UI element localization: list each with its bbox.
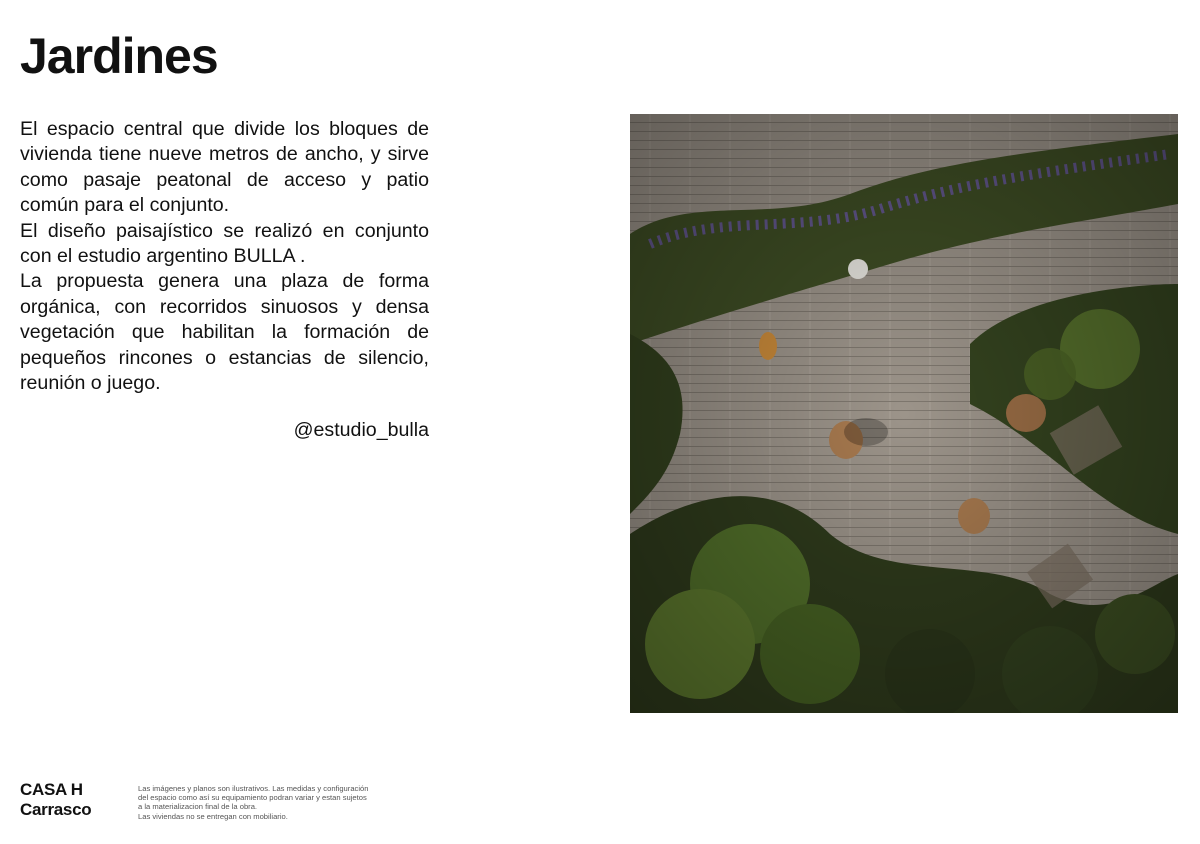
instagram-handle: @estudio_bulla bbox=[293, 419, 429, 441]
paragraph-1: El espacio central que divide los bloques de vivienda tiene nueve metros de ancho, y sirve como pasaje peatonal de acceso y patio común para el conjunto. bbox=[20, 118, 429, 217]
garden-aerial-photo-icon bbox=[630, 114, 1178, 713]
disclaimer-line-4: Las viviendas no se entregan con mobiliario. bbox=[138, 811, 288, 821]
disclaimer-text bbox=[138, 784, 428, 821]
garden-aerial-photo bbox=[630, 114, 1178, 713]
brand-line-2: Carrasco bbox=[20, 800, 92, 819]
disclaimer-line-3: a la materializacion final de la obra. bbox=[138, 802, 258, 812]
brand-logo bbox=[20, 780, 91, 820]
description-text bbox=[20, 117, 429, 396]
page-title: Jardines bbox=[20, 28, 218, 84]
brand-line-1: CASA H bbox=[20, 780, 83, 799]
paragraph-3: La propuesta genera una plaza de forma orgánica, con recorridos sinuosos y densa vegetación que habilitan la formación de pequeños rincones o estancias de silencio, reunión o juego. bbox=[20, 270, 429, 395]
disclaimer-line-2: del espacio como así su equipamiento podran variar y estan sujetos bbox=[138, 793, 367, 803]
paragraph-2: El diseño paisajístico se realizó en conjunto con el estudio argentino BULLA . bbox=[20, 219, 429, 268]
disclaimer-line-1: Las imágenes y planos son ilustrativos. Las medidas y configuración bbox=[138, 784, 369, 793]
